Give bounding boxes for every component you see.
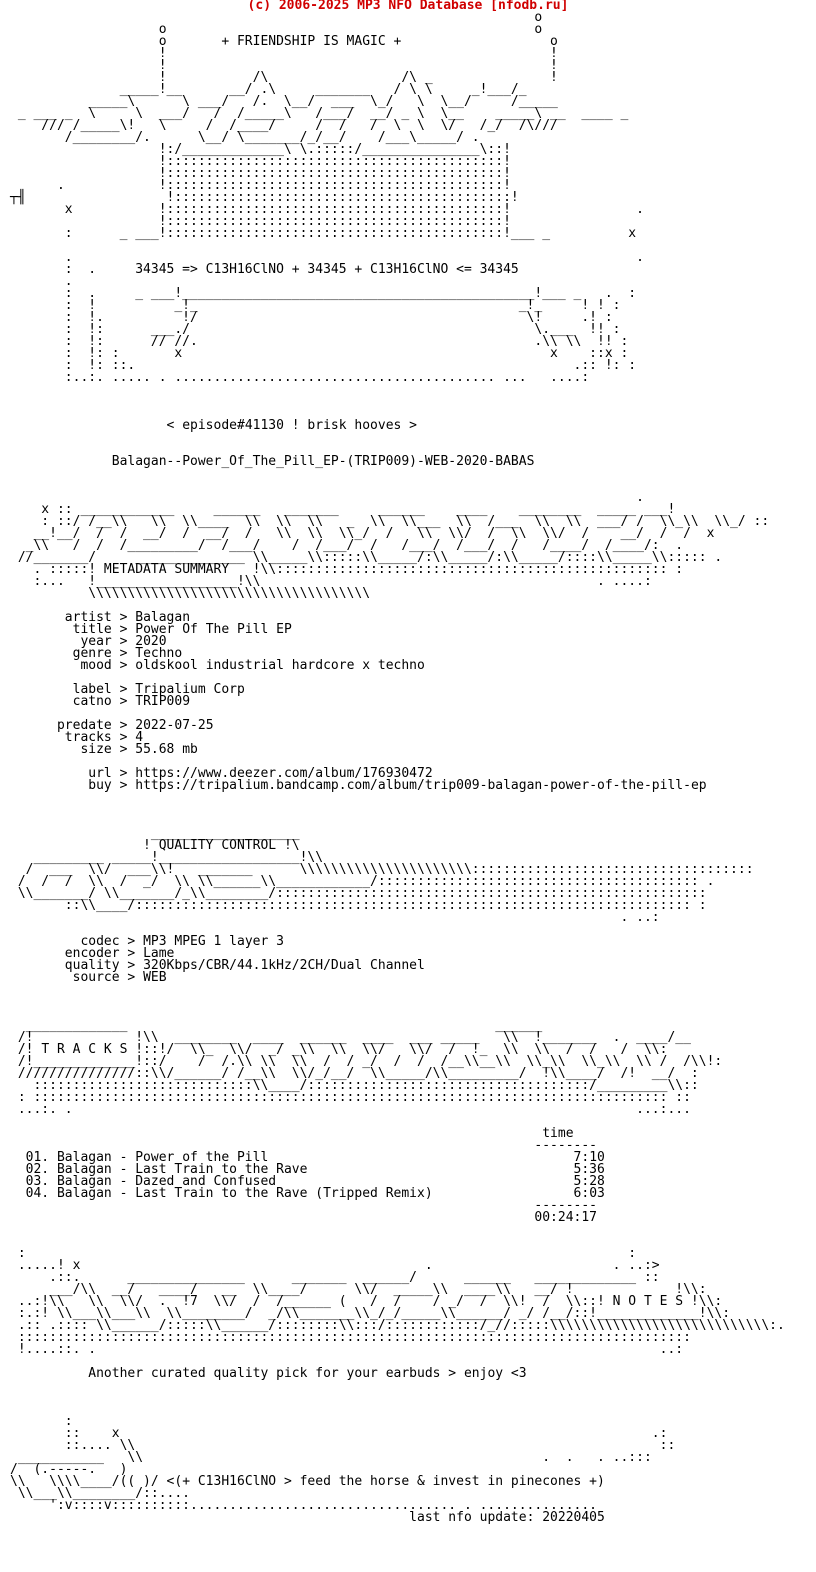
meta-buy: buy > https://tripalium.bandcamp.com/album/trip009-balagan-power-of-the-pill-ep	[88, 778, 707, 793]
tracks-total: 00:24:17	[534, 1210, 598, 1225]
banner-art: o o o o + FRIENDSHIP IS MAGIC + o ! ! ! ! ! /\ /\ _ ! _____!__ __/ .\ _______ / \ \ _!___/_ _____\ \ ___/ /. \__/ ___ \_/ \ \__/ /_____ _ ___ _ \ \ ___/ / /_____\ /___/ __/ _ \ \__ _____\ __ ____ _ /// /_____\! \ / /____/ / / / \ \ \/ /_/ /\/// /________/. \__/ \_______/_/__/ /___\_____/ . !:/_____________\ \.:::::/_______________\::! !:::::::::::::::::::::::::::::::::::::::::::! !:::::::::::::::::::::::::::::::::::::::::::! . !:::::::::::::::::::::::::::::::::::::::::::! ┬╢ !:::::::::::::::::::::::::::::::::::::::::::! x !:::::::::::::::::::::::::::::::::::::::::::! . !:::::::::::::::::::::::::::::::::::::::::::! : _ ___!:::::::::::::::::::::::::::::::::::::::::::!___ _ x . . : . 34345 => C13H16ClNO + 34345 + C13H16ClNO <= 34345 . : . _ ___!_____________________________________________!___ _ . : : ! _!_ _!_ ! ! : : !. !/ \! .! : : !: ___./ \.___ !! : : !: // //. .\\ \\ !! : : !: : x x ::x : : !: ::. .:: !: : :..:. ..... . ......................................... ... ....:	[10, 10, 644, 385]
meta-genre: genre > Techno	[72, 646, 183, 661]
track-row: 03. Balagan - Dazed and Confused 5:28	[25, 1174, 605, 1189]
qc-quality: quality > 320Kbps/CBR/44.1kHz/2CH/Dual Channel	[64, 958, 425, 973]
meta-year: year > 2020	[80, 634, 167, 649]
qc-codec: codec > MP3 MPEG 1 layer 3	[80, 934, 284, 949]
release-text: Balagan--Power_Of_The_Pill_EP-(TRIP009)-WEB-2020-BABAS	[111, 454, 535, 469]
meta-catno: catno > TRIP009	[72, 694, 191, 709]
meta-predate: predate > 2022-07-25	[56, 718, 214, 733]
meta-title: title > Power Of The Pill EP	[72, 622, 292, 637]
deezer-link[interactable]: https://www.deezer.com/album/176930472	[135, 766, 433, 781]
tracks-time-header: time	[542, 1126, 574, 1141]
notes-text: Another curated quality pick for your earbuds > enjoy <3	[88, 1366, 527, 1381]
track-row: 01. Balagan - Power of the Pill 7:10	[25, 1150, 605, 1165]
metadata-heading: METADATA SUMMARY	[103, 562, 230, 577]
tracks-rule-bottom: --------	[534, 1198, 598, 1213]
meta-size: size > 55.68 mb	[80, 742, 198, 757]
meta-tracks: tracks > 4	[64, 730, 144, 745]
nfo-document: o o o o + FRIENDSHIP IS MAGIC + o ! ! ! ! ! /\ /\ _ ! _____!__ __/ .\ _______ / \ \ _!___/_ _____\ \ ___/ /. \__/ ___ \_/ \ \__/ /_____ _ ___ _ \ \ ___/ / /_____\ /___/ __/ _ \ \__ _____\ __ ____ _ /// /_____\! \ / /____/ / / / \ \ \/ /_/ /\/// /________/. \__/ \_______/_/__/ /___\_____/ . !:/_____________\ \.:::::/_______________\::! !:::::::::::::::::::::::::::::::::::::::::::! !:::::::::::::::::::::::::::::::::::::::::::! . !:::::::::::::::::::::::::::::::::::::::::::! ┬╢ !:::::::::::::::::::::::::::::::::::::::::::! x !:::::::::::::::::::::::::::::::::::::::::::! . !:::::::::::::::::::::::::::::::::::::::::::! : _ ___!:::::::::::::::::::::::::::::::::::::::::::!___ _ x . . : . 34345 => C13H16ClNO + 34345 + C13H16ClNO <= 34345 . : . _ ___!_____________________________________________!___ _ . : : ! _!_ _!_ ! ! : : !. !/ \! .! : : !: ___./ \.___ !! : : !: // //. .\\ \\ !! : : !: : x x ::x : : !: ::. .:: !: : :..:. ..... . ......................................... ... ....: < episode#41130 ! brisk hooves > Balagan--Power_Of_The_Pill_EP-(TRIP009)-WEB-2020-BABAS . x :: ____________ ______ _______ ______ ____ ________ _____ ___! : ::/ /__\\ \\ \\____ \\ \\ \\ _ \\ \\___ \\ /___ \\ \\ ___/ / \\_\\ \\_/ :: __!__/ / / __/ / __/ / \\ \\ \\_/ / \\ \\/ / \\ \\/ / __/ / / x _\\ / / /_________/ /___/ / /___/ / /___/ /___/ / /____/ /____/: . //_______/ ______________ \\_____\\:::::\\_____/:\\_____/:\\_____/::::\\_____\\::::: . . :::::! METADATA SUMMARY !\\:::::::::::::::::::::::::::::::::::::::::::::::::: : :... !__________________!\\ . ....: \\\\\\\\\\\\\\\\\\\\\\\\\\\\\\\\\\\\ artist > Balagan title > Power Of The Pill EP year > 2020 genre > Techno mood > oldskool industrial hardcore x techno label > Tripalium Corp catno > TRIP009 predate > 2022-07-25 tracks > 4 size > 55.68 mb url > https://www.deezer.com/album/176930472 buy > https://tripalium.bandcamp.com/album/trip009-balagan-power-of-the-pill-ep ___________________ ! QUALITY CONTROL !\ _________ _____!__________________!\\ / ___ \\/ ___\\! _______ \\\\\\\\\\\\\\\\\\\\\\:::::::::::::::::::::::::::::::::::: / / / \\ / _/ \\ \\______\\____________/::::::::::::::::::::::::::::::::::::::::: . \\_______/ \\_______/_\\________/::::::::::::::::::::::::::::::::::::::::::::::::::::::: ::\\____/::::::::::::::::::::::::::::::::::::::::::::::::::::::::::::::::::::::: : . ..: codec > MP3 MPEG 1 layer 3 encoder > Lame quality > 320Kbps/CBR/44.1kHz/2CH/Dual Channel source > WEB _____________ ______ /! !\\ ________ ____ ______ ____ ___ _____ \\ !_______ . ____/__ /! T R A C K S !::!/ \\_ \\/ _/ _\\ \\ \\/ \\/ / !_ \\ \\ / / / \\: /!_____________!::/ / /.\\ \\ \\ / / _/ / / /__\\__\\ \\_\\ \\_\\ \\ / /\\!: ///////////////::\\/______/ /__\\ \\/_/__/ \\_____/\\_________/ !\\____/ /! __/ : ::::::::::::::::::::::::::::\\____/::::::::::::::::::::::::::::::::::::/_________\\:: : ::::::::::::::::::::::::::::::::::::::::::::::::::::::::::::::::::::::::::::::::: :: ...:. . ...:... time -------- 01. Balagan - Power of the Pill 7:10 02. Balagan - Last Train to the Rave 5:36 03. Balagan - Dazed and Confused 5:28 04. Balagan - Last Train to the Rave (Tripped Remix) 6:03 -------- 00:24:17 : : .....! x . . ..:> .::. _______________ _______ ______/ ______ _____________ :: ___/\\ __/ ____/ __ \\____/ \\/ _____\\ ____\\ __/ ! !\\: ..:!\\ \\ \\/ . !7 \\/ / /______ ( / / / _/ / \\! / \\::! N O T E S !\\: :.:! \\___\\___\\ \\________/ _/\\_______\\_/_/_____\\______/ _/ /__/::!_____________!\\: .:: .:::: \\______/:::::\\______/::::::::\\:::/::::::::::::/_//:::::\\\\\\\\\\\\\\\\\\\\\\\\\\\\:. :::::::::::::::::::::::::::::::::::::::::::::::::::::::::::::::::::::::::::::::::::::: !....::. . ..: Another curated quality pick for your earbuds > enjoy <3 : :: x .: ::.... \\ :: ___________ \\ . . . ..::: / (.-----. ) \\ \\\\____/(( )/ <(+ C13H16ClNO > feed the horse & invest in pinecones +) \\___\\________/::.... ':v::::v::::::::::.................................. . ............... last nfo update: 20220405	[10, 10, 785, 1525]
meta-url: url > https://www.deezer.com/album/176930472	[88, 766, 433, 781]
footer-tagline: <(+ C13H16ClNO > feed the horse & invest in pinecones +)	[166, 1474, 605, 1489]
bandcamp-link[interactable]: https://tripalium.bandcamp.com/album/trip009-balagan-power-of-the-pill-ep	[135, 778, 707, 793]
qc-encoder: encoder > Lame	[64, 946, 175, 961]
episode-text: < episode#41130 ! brisk hooves >	[166, 418, 417, 433]
track-row: 04. Balagan - Last Train to the Rave (Tripped Remix) 6:03	[25, 1186, 605, 1201]
quality-heading: QUALITY CONTROL	[158, 838, 277, 853]
tracks-rule-top: --------	[534, 1138, 598, 1153]
meta-label: label > Tripalium Corp	[72, 682, 245, 697]
qc-source: source > WEB	[72, 970, 167, 985]
nfodb-header: (c) 2006-2025 MP3 NFO Database [nfodb.ru]	[247, 0, 569, 13]
episode-line	[10, 420, 785, 432]
notes-heading: N O T E S	[612, 1294, 684, 1309]
meta-mood: mood > oldskool industrial hardcore x techno	[80, 658, 425, 673]
release-name	[10, 456, 785, 468]
tracks-heading: T R A C K S	[41, 1042, 128, 1057]
track-row: 02. Balagan - Last Train to the Rave 5:36	[25, 1162, 605, 1177]
last-update: last nfo update: 20220405	[409, 1510, 605, 1525]
meta-artist: artist > Balagan	[64, 610, 191, 625]
